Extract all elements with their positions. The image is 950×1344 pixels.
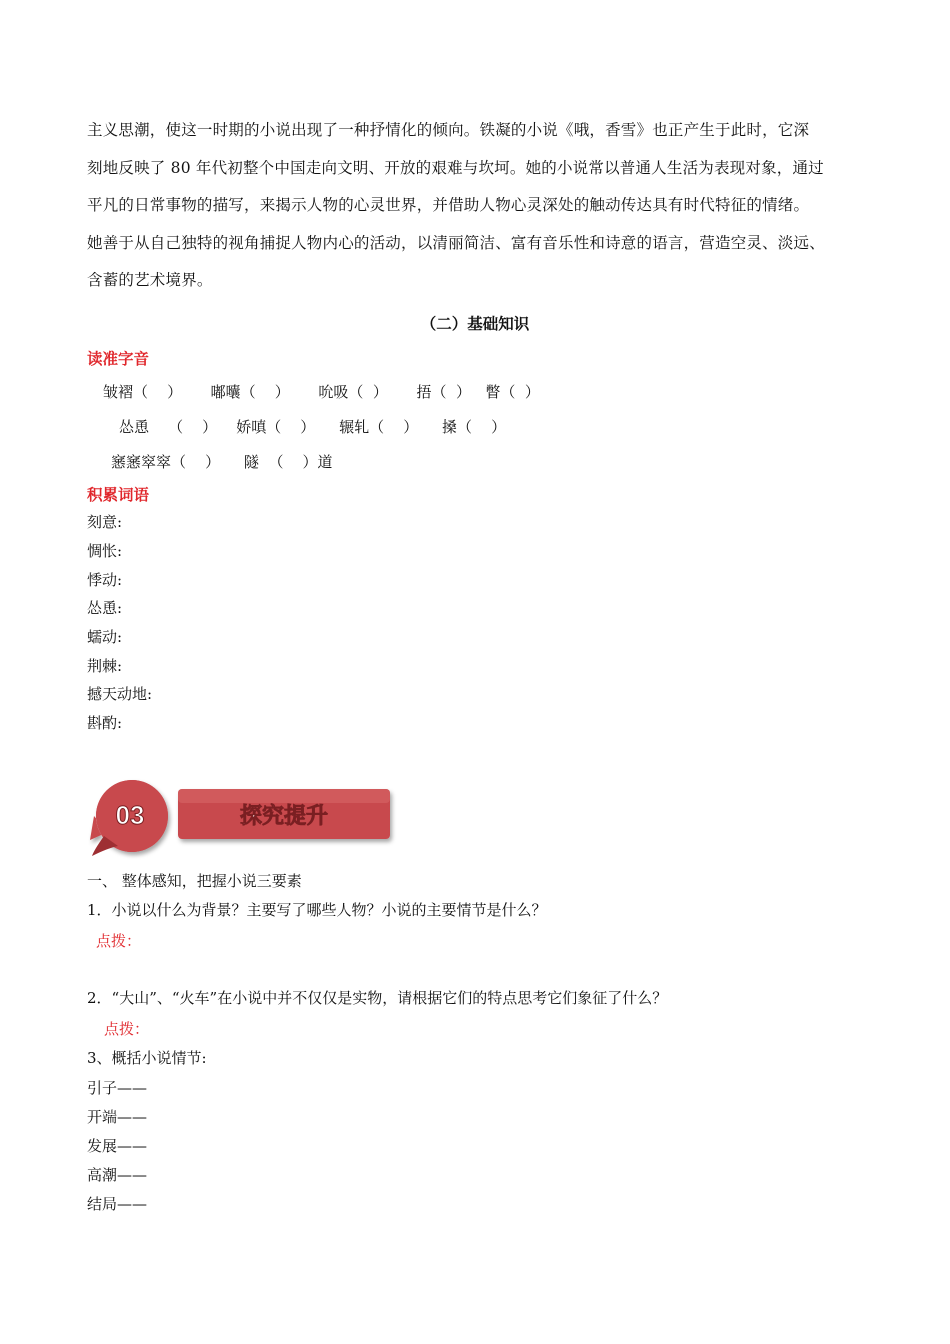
intro-line: 她善于从自己独特的视角捕捉人物内心的活动，以清丽简洁、富有音乐性和诗意的语言，营造空灵、淡远、 (87, 233, 825, 252)
pronunciation-row: 窸窸窣窣（ ） 隧 （ ）道 (111, 453, 333, 471)
plot-item: 发展—— (87, 1137, 148, 1155)
basics-section-title: （二）基础知识 (420, 314, 530, 333)
banner-title: 探究提升 (239, 804, 329, 829)
vocab-item: 悸动: (87, 571, 123, 589)
hint-2: 点拨： (104, 1020, 150, 1038)
vocab-heading: 积累词语 (87, 486, 150, 504)
vocab-item: 怂恿: (87, 599, 123, 617)
vocab-item: 蠕动: (87, 628, 123, 646)
vocab-item: 斟酌: (87, 714, 123, 732)
pronunciation-row: 皱褶（ ） 嘟囔（ ） 吮吸（ ） 捂（ ） 瞥（ ） (103, 383, 540, 401)
plot-item: 高潮—— (87, 1166, 148, 1184)
intro-line: 含蓄的艺术境界。 (87, 271, 213, 289)
question-intro: 一、 整体感知，把握小说三要素 (87, 872, 302, 890)
plot-item: 开端—— (87, 1108, 148, 1126)
vocab-item: 刻意: (87, 513, 123, 531)
question-3: 3、概括小说情节: (87, 1049, 207, 1067)
question-1: 1．小说以什么为背景？主要写了哪些人物？小说的主要情节是什么？ (87, 901, 547, 919)
intro-line: 刻地反映了 80 年代初整个中国走向文明、开放的艰难与坎坷。她的小说常以普通人生活为表现对象，通过 (87, 158, 824, 177)
vocab-item: 惆怅: (87, 542, 123, 560)
intro-paragraph (87, 112, 867, 300)
pronunciation-row: 怂恿 （ ） 娇嗔（ ） 辗轧（ ） 搡（ ） (119, 418, 507, 436)
plot-item: 结局—— (87, 1195, 148, 1213)
vocab-item: 荆棘: (87, 657, 123, 675)
intro-line: 平凡的日常事物的描写，来揭示人物的心灵世界，并借助人物心灵深处的触动传达具有时代特征的情绪。 (87, 196, 810, 214)
plot-item: 引子—— (87, 1079, 148, 1097)
section-03-banner (88, 776, 398, 860)
banner-ribbon-highlight (178, 789, 390, 803)
question-2: 2．“大山”、“火车”在小说中并不仅仅是实物，请根据它们的特点思考它们象征了什么？ (87, 989, 668, 1007)
vocab-item: 撼天动地: (87, 685, 153, 703)
pronunciation-heading: 读准字音 (87, 350, 150, 368)
banner-number: 03 (115, 800, 145, 830)
hint-1: 点拨： (96, 932, 142, 950)
intro-line: 主义思潮，使这一时期的小说出现了一种抒情化的倾向。铁凝的小说《哦，香雪》也正产生于此时，它深 (87, 121, 810, 139)
